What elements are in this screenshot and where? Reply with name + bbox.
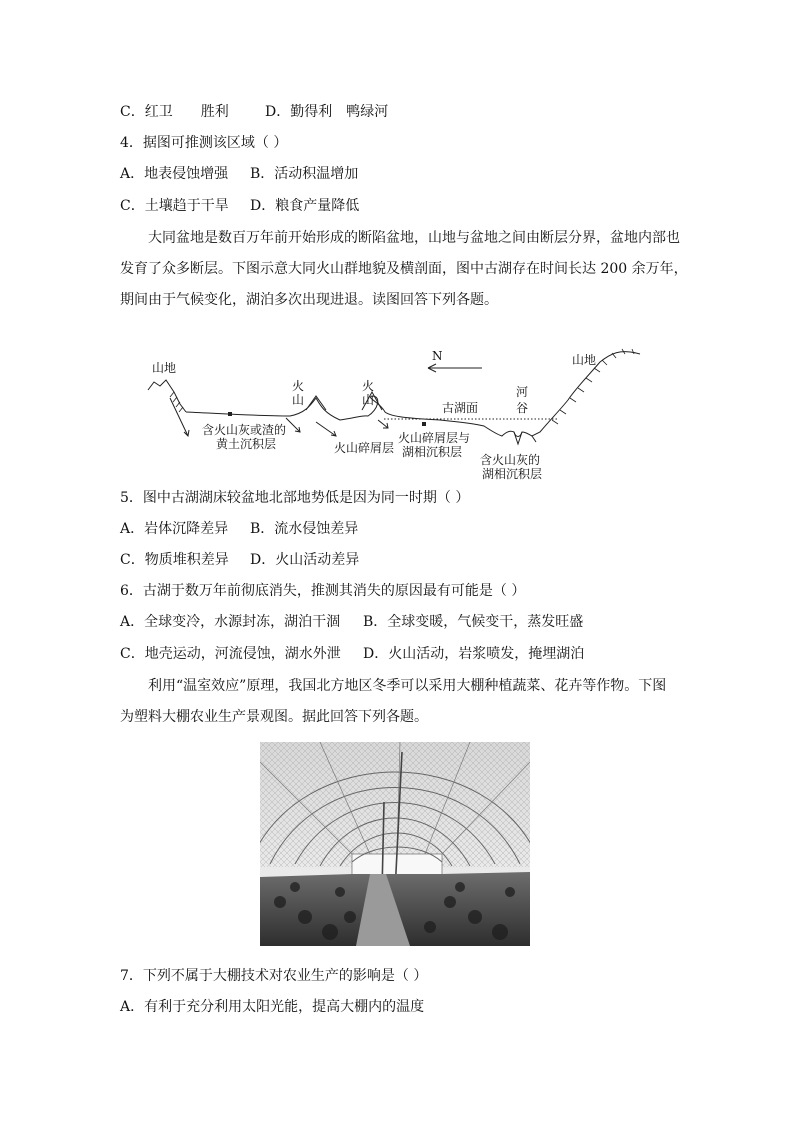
q6-option-c: C．地壳运动，河流侵蚀，湖水外泄 [120, 646, 341, 662]
intro1-line2: 发育了众多断层。下图示意大同火山群地貌及横剖面，图中古湖存在时间长达 200 余万年， [120, 261, 688, 277]
q5-option-a: A．岩体沉降差异 [120, 521, 229, 537]
q5-option-d: D．火山活动差异 [250, 552, 360, 568]
q4-stem: 4．据图可推测该区域（ ） [120, 135, 288, 151]
q5-stem: 5．图中古湖湖床较盆地北部地势低是因为同一时期（ ） [120, 490, 470, 506]
datong-cross-section-diagram [140, 340, 660, 485]
marker-left [228, 412, 232, 416]
marker-middle [422, 422, 426, 426]
loess-label-1: 含火山灰或渣的 [202, 423, 287, 437]
q7-option-a: A．有利于充分利用太阳光能，提高大棚内的温度 [120, 999, 425, 1015]
clastic-lake-label-2: 湖相沉积层 [402, 445, 463, 459]
volcano2-label-2: 山 [362, 393, 375, 407]
q6-options-ab [120, 612, 583, 632]
q5-options-ab [120, 519, 358, 539]
q6-stem: 6．古湖于数万年前彻底消失，推测其消失的原因最有可能是（ ） [120, 583, 526, 599]
q7-stem: 7．下列不属于大棚技术对农业生产的影响是（ ） [120, 968, 428, 984]
q4-options-ab [120, 164, 358, 184]
ash-lake-label-1: 含火山灰的 [480, 453, 541, 467]
clastic-label: 火山碎屑层 [334, 441, 395, 455]
q4-option-a: A．地表侵蚀增强 [120, 166, 229, 182]
left-mountain-label: 山地 [152, 361, 177, 375]
ash-lake-label-2: 湖相沉积层 [482, 467, 543, 481]
q4-options-cd [120, 196, 359, 216]
river-valley-label-1: 河 [516, 385, 529, 399]
leader-clastic-lake [378, 420, 388, 428]
intro1-line1: 大同盆地是数百万年前开始形成的断陷盆地，山地与盆地之间由断层分界，盆地内部也 [120, 230, 680, 246]
q5-option-c: C．物质堆积差异 [120, 552, 229, 568]
leader-ash-lake [532, 436, 536, 442]
q6-option-a: A．全球变冷，水源封冻，湖泊干涸 [120, 614, 341, 630]
river-valley-label-2: 谷 [516, 401, 529, 415]
intro2-line1: 利用“温室效应”原理，我国北方地区冬季可以采用大棚种植蔬菜、花卉等作物。下图 [120, 678, 667, 694]
greenhouse-photo [260, 742, 530, 946]
volcano1-label-2: 山 [292, 393, 305, 407]
north-label: N [432, 349, 443, 363]
clastic-lake-label-1: 火山碎屑层与 [398, 431, 471, 445]
q4-option-d: D．粮食产量降低 [250, 198, 360, 214]
q3-option-c: C．红卫 胜利 [120, 104, 229, 120]
q3-options-line [120, 102, 388, 122]
q6-option-b: B．全球变暖，气候变干，蒸发旺盛 [363, 614, 584, 630]
q5-options-cd [120, 550, 359, 570]
leader-clastic [316, 422, 336, 436]
loess-label-2: 黄土沉积层 [216, 437, 277, 451]
q6-options-cd [120, 644, 584, 664]
q5-option-b: B．流水侵蚀差异 [250, 521, 359, 537]
q4-option-c: C．土壤趋于干旱 [120, 198, 229, 214]
q6-option-d: D．火山活动，岩浆喷发，掩埋湖泊 [363, 646, 585, 662]
right-mountain-label: 山地 [572, 353, 597, 367]
q4-option-b: B．活动积温增加 [250, 166, 359, 182]
intro2-line2: 为塑料大棚农业生产景观图。据此回答下列各题。 [120, 709, 428, 725]
intro1-line3: 期间由于气候变化，湖泊多次出现进退。读图回答下列各题。 [120, 292, 498, 308]
left-mountain-outline [148, 380, 186, 412]
ancient-lake-label: 古湖面 [442, 401, 479, 415]
volcano2-label-1: 火 [362, 379, 375, 393]
leader-left-volcano [286, 418, 300, 432]
q3-option-d: D．勤得利 鸭绿河 [265, 104, 389, 120]
volcano1-label-1: 火 [292, 379, 305, 393]
